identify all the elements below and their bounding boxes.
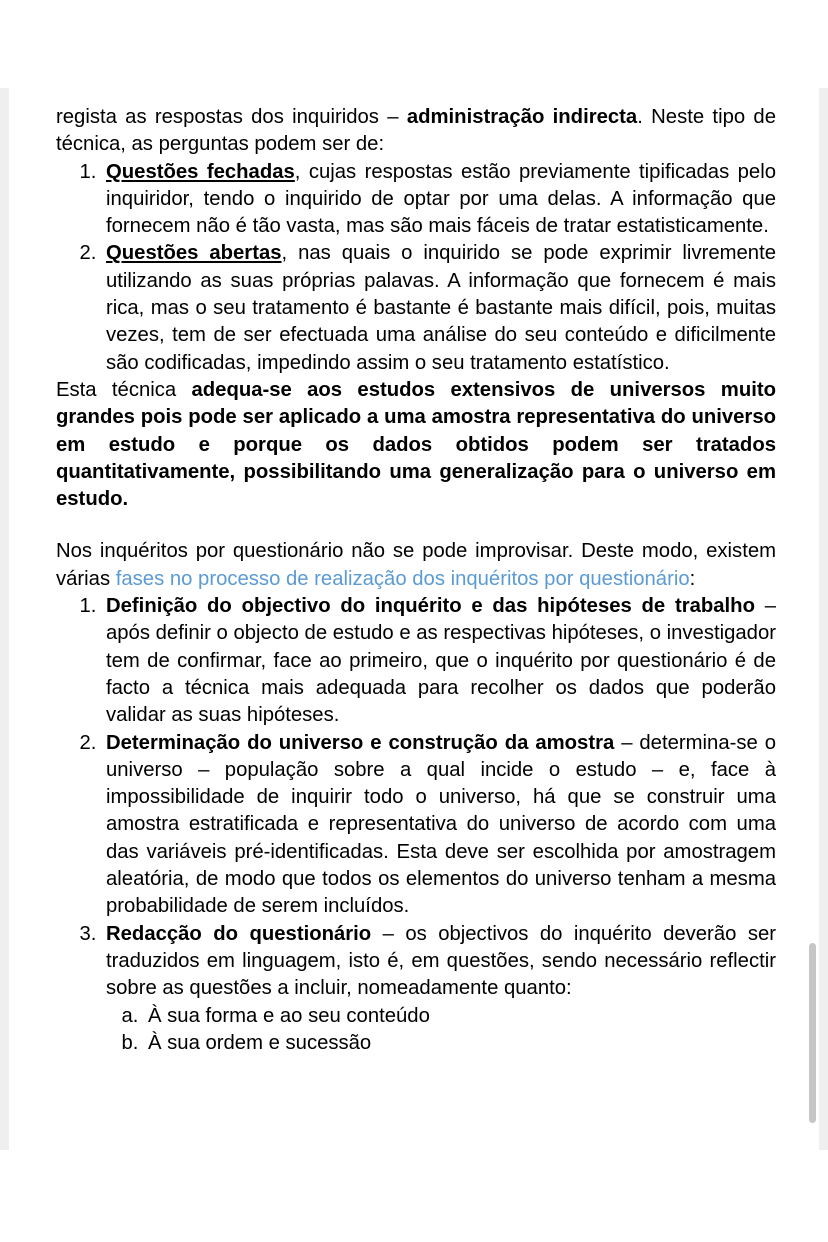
paragraph-1	[56, 104, 776, 159]
list-item-term: Definição do objectivo do inquérito e das hipóteses de trabalho	[106, 595, 755, 618]
list-item-text: – os objectivos do inquérito deverão ser traduzidos em linguagem, isto é, em questões, sendo necessário reflectir sobre as questões a incluir, nomeadamente quanto:	[106, 922, 776, 1000]
paragraph-3-tail: :	[689, 567, 696, 590]
paragraph-1-tail: . Neste tipo de técnica, as perguntas podem ser de:	[56, 106, 776, 156]
list-item	[102, 593, 776, 729]
paragraph-2-lead: Esta técnica	[56, 378, 192, 401]
vertical-scrollbar-track[interactable]	[815, 88, 822, 1150]
paragraph-2-bold: adequa-se aos estudos extensivos de universos muito grandes pois pode ser aplicado a uma amostra representativa do universo em estudo e porque os dados obtidos podem ser tratados quantitativamente, possibilitando uma generalização para o universo em estudo.	[56, 378, 776, 511]
list-item-term: Questões fechadas	[106, 160, 295, 183]
list-item	[102, 159, 776, 241]
list-item: b. À sua ordem e sucessão	[144, 1030, 776, 1057]
list-item	[102, 730, 776, 921]
list-item	[102, 921, 776, 1057]
list-item-text: – após definir o objecto de estudo e as respectivas hipóteses, o investigador tem de confirmar, face ao primeiro, que o inquérito por questionário é de facto a técnica mais adequada para recolher os dados que poderão validar as suas hipóteses.	[106, 595, 777, 727]
list-item-term: Redacção do questionário	[106, 922, 372, 945]
paragraph-2	[56, 377, 776, 513]
vertical-scrollbar-thumb[interactable]	[809, 943, 816, 1123]
list-item: a. À sua forma e ao seu conteúdo	[144, 1003, 776, 1030]
list-item-term: Questões abertas	[106, 242, 282, 265]
list-item-text: – determina-se o universo – população sobre a qual incide o estudo – e, face à impossibilidade de inquirir todo o universo, há que se construir uma amostra estratificada e representativa do universo de acordo com uma das variáveis pré-identificadas. Esta deve ser escolhida por amostragem aleatória, de modo que todos os elementos do universo tenham a mesma probabilidade de serem incluídos.	[106, 731, 776, 918]
paragraph-1-lead: regista as respostas dos inquiridos –	[56, 106, 407, 128]
document-body	[56, 104, 776, 1057]
numbered-list-1	[56, 159, 776, 377]
list-item	[102, 240, 776, 376]
lettered-sublist	[106, 1003, 776, 1058]
paragraph-3	[56, 538, 776, 593]
list-item-text: , cujas respostas estão previamente tipificadas pelo inquiridor, tendo o inquirido de optar por uma delas. A informação que fornecem não é tão vasta, mas são mais fáceis de tratar estatisticamente.	[106, 160, 776, 238]
paragraph-spacer	[56, 513, 776, 538]
list-item-text: , nas quais o inquirido se pode exprimir livremente utilizando as suas próprias palavas. A informação que fornecem é mais rica, mas o seu tratamento é bastante é bastante mais difícil, pois, muitas vezes, tem de ser efectuada uma análise do seu conteúdo e dificilmente são codificadas, impedindo assim o seu tratamento estatístico.	[106, 242, 776, 374]
phases-link[interactable]: fases no processo de realização dos inquéritos por questionário	[115, 567, 690, 590]
page-left-edge	[0, 88, 9, 1150]
list-item-term: Determinação do universo e construção da amostra	[106, 731, 615, 754]
numbered-list-2	[56, 593, 776, 1057]
paragraph-3-lead: Nos inquéritos por questionário não se pode improvisar. Deste modo, existem várias	[56, 540, 776, 590]
paragraph-1-bold: administração indirecta	[406, 106, 638, 128]
